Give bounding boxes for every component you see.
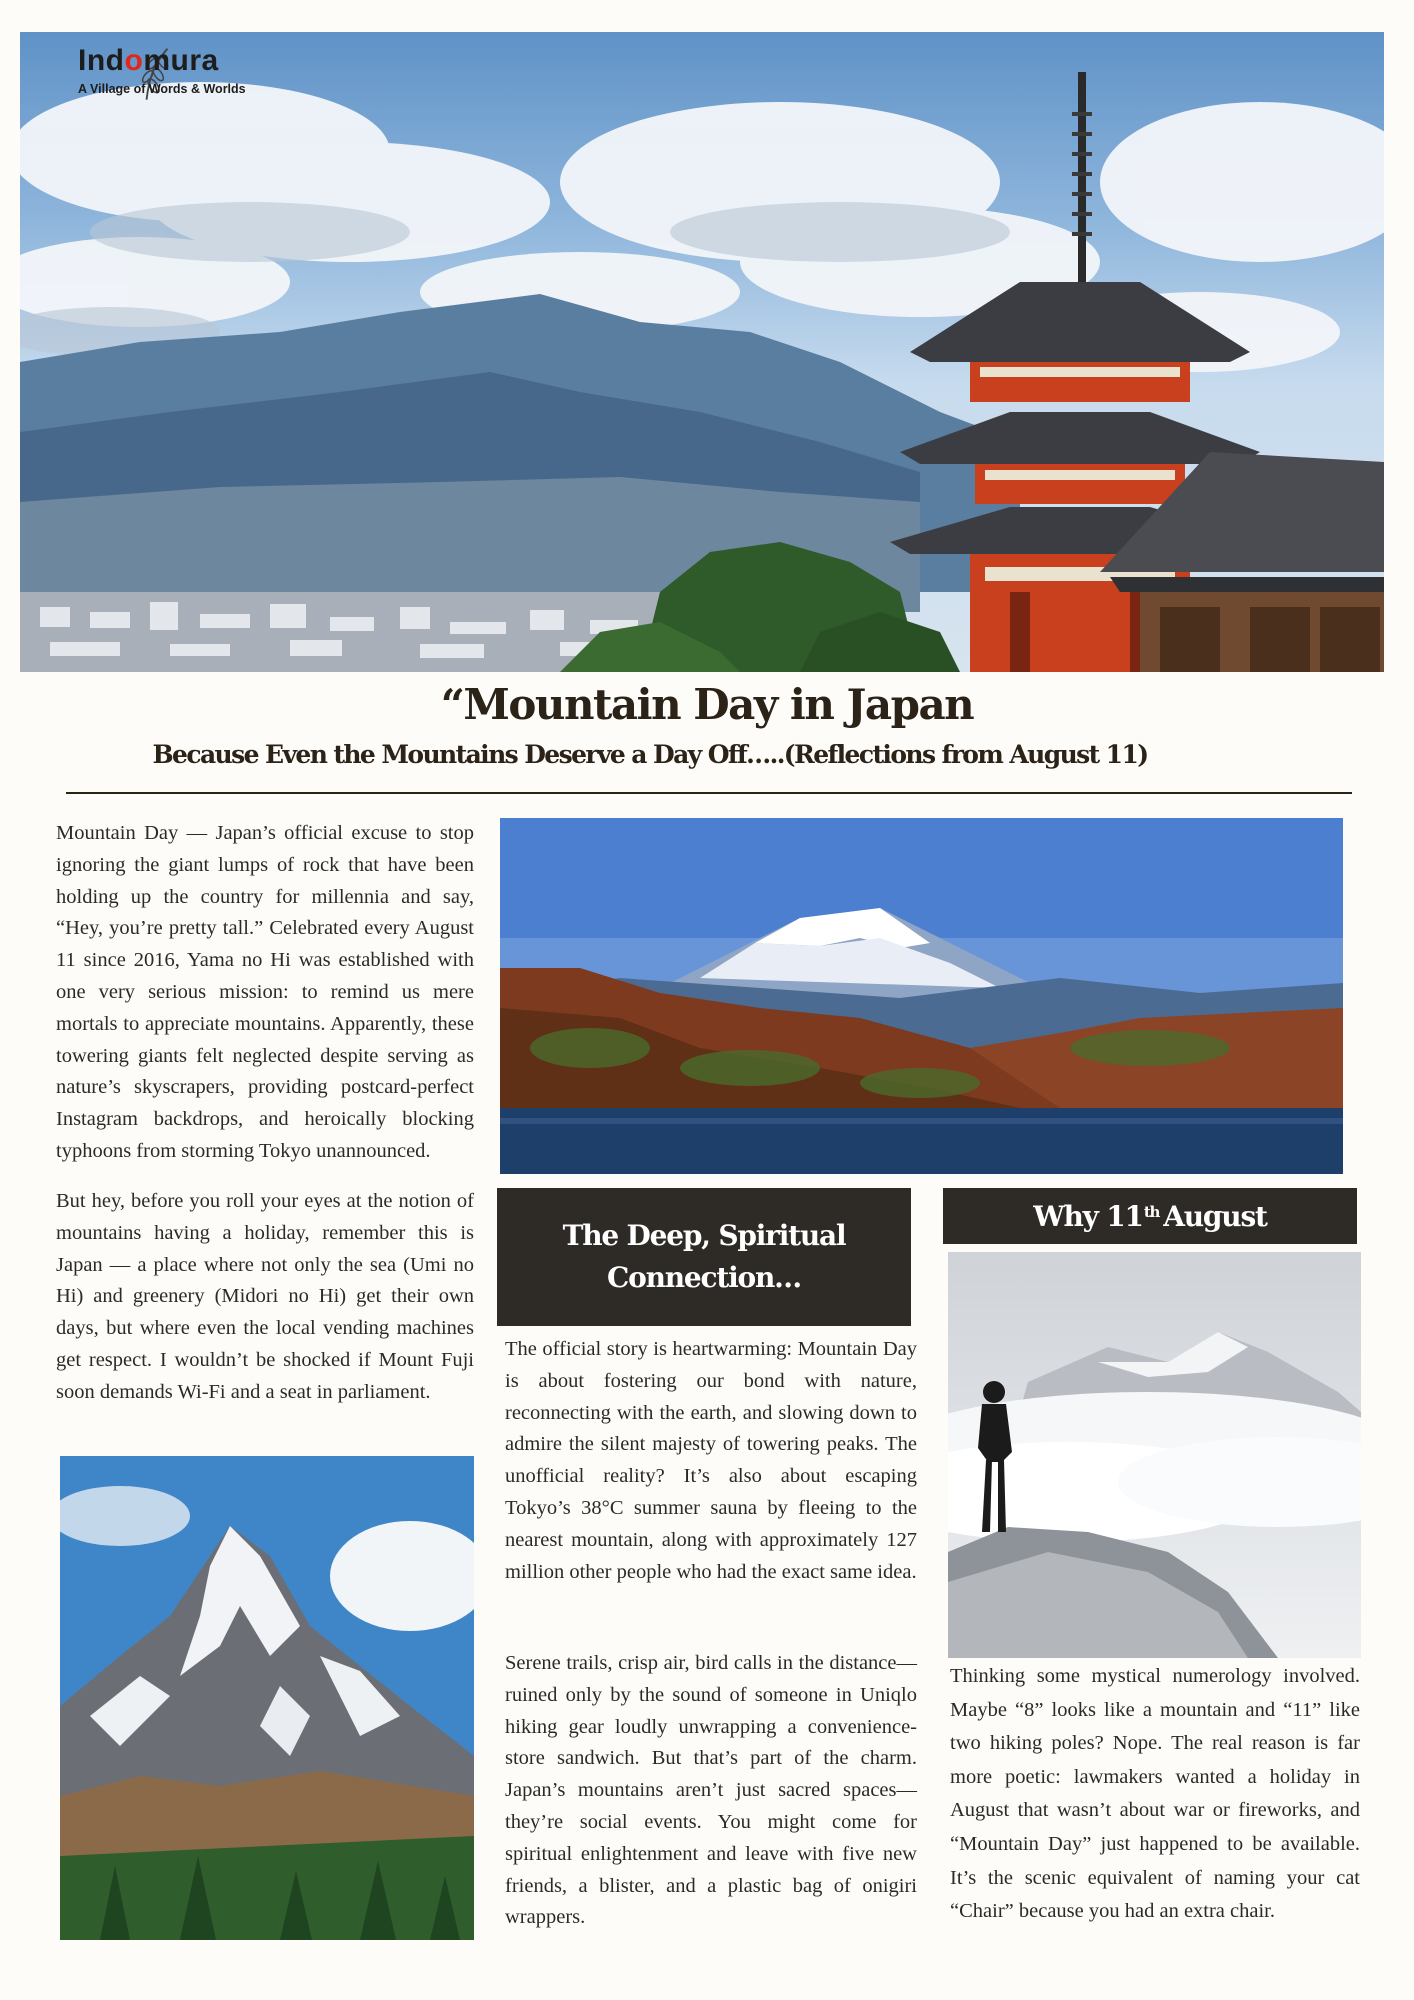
- why-august-paragraph: Thinking some mystical numerology involved. Maybe “8” looks like a mountain and “11” like two hiking poles? Nope. The real reason is far more poetic: lawmakers wanted a holiday in August that wasn’t about war or fireworks, and “Mountain Day” just happened to be available. It’s the scenic equivalent of naming your cat “Chair” because you had an extra chair.: [950, 1665, 1360, 1923]
- spiritual-paragraph-2: Serene trails, crisp air, bird calls in the distance—ruined only by the sound of someone in Uniqlo hiking gear loudly unwrapping a convenience-store sandwich. But that’s part of the charm. Japan’s mountains aren’t just sacred spaces—they’re social events. You might come for spiritual enlightenment and leave with five new friends, a blister, and a plastic bag of onigiri wrappers.: [505, 1652, 917, 1929]
- hero-image: [20, 32, 1384, 672]
- section-header-why-august: Why 11 $^{th}$ August: [943, 1188, 1357, 1244]
- hiker-summit-photo: [948, 1252, 1361, 1658]
- section-header-spiritual: [497, 1188, 911, 1326]
- divider: [66, 792, 1352, 794]
- second-paragraph: But hey, before you roll your eyes at the notion of mountains having a holiday, remember this is Japan — a place where not only the sea (Umi no Hi) and greenery (Midori no Hi) get their own days, but where even the local vending machines get respect. I wouldn’t be shocked if Mount Fuji soon demands Wi-Fi and a seat in parliament.: [56, 1190, 474, 1403]
- mount-fuji-photo: [500, 818, 1343, 1174]
- section-header-spiritual-line1: The Deep, Spiritual: [562, 1219, 846, 1252]
- spiritual-paragraph-1: The official story is heartwarming: Mountain Day is about fostering our bond with nature, reconnecting with the earth, and slowing down to admire the silent majesty of towering peaks. The unofficial reality? It’s also about escaping Tokyo’s 38°C summer sauna by fleeing to the nearest mountain, along with approximately 127 million other people who had the exact same idea.: [505, 1338, 917, 1583]
- section-header-spiritual-line2: Connection…: [607, 1261, 801, 1294]
- kyoto-pagoda-landscape: [20, 32, 1384, 672]
- brand-tagline: A Village of Words & Worlds: [78, 82, 246, 96]
- brand-logo: [42, 44, 272, 102]
- snowy-peak-photo: [60, 1456, 474, 1940]
- intro-paragraph: Mountain Day — Japan’s official excuse to stop ignoring the giant lumps of rock that have been holding up the country for millennia and say, “Hey, you’re pretty tall.” Celebrated every August 11 since 2016, Yama no Hi was established with one very serious mission: to remind us mere mortals to appreciate mountains. Apparently, these towering giants felt neglected despite serving as nature’s skyscrapers, providing postcard-perfect Instagram backdrops, and heroically blocking typhoons from storming Tokyo unannounced.: [56, 822, 474, 1162]
- brand-name: Indomura: [78, 44, 219, 77]
- page-title: “Mountain Day in Japan: [440, 680, 974, 729]
- page-subtitle: Because Even the Mountains Deserve a Day Off…..(Reflections from August 11): [152, 740, 1148, 769]
